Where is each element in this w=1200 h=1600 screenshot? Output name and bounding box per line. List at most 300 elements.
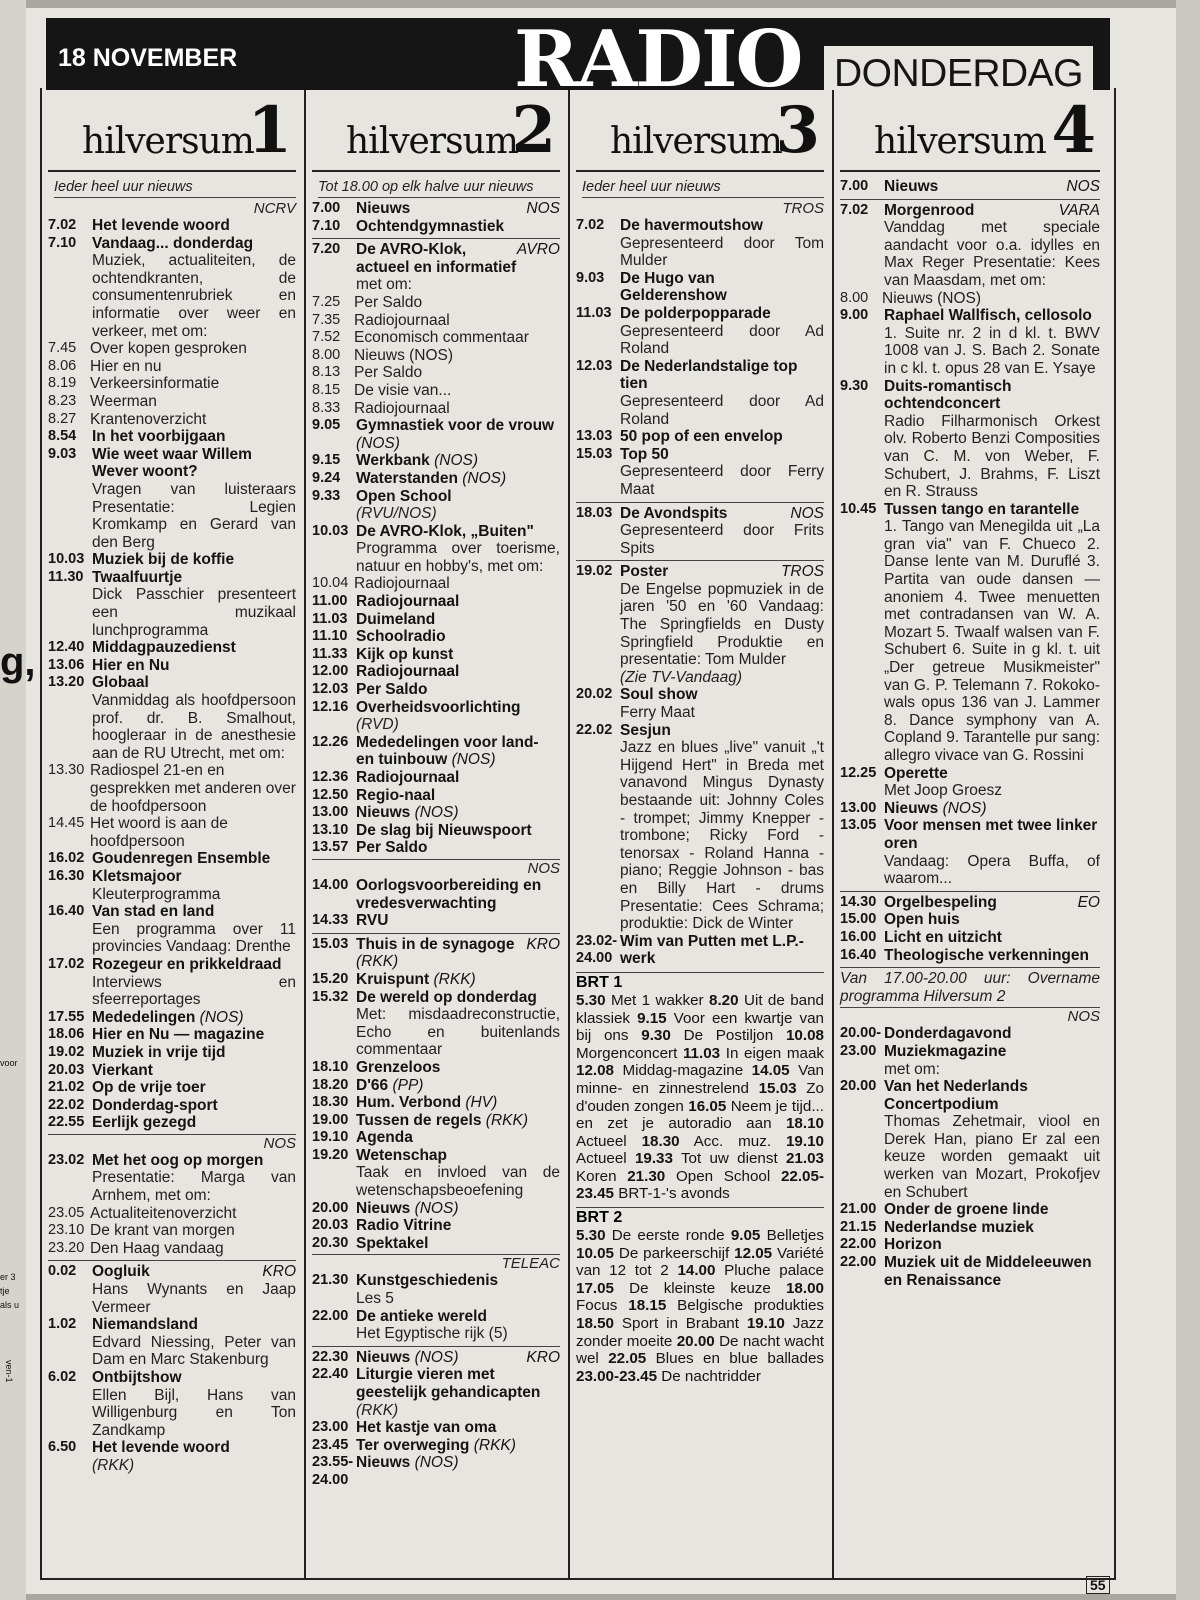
program-time: 13.57: [312, 839, 349, 856]
program-time: 23.02: [48, 1151, 85, 1168]
program-title: Spektakel: [356, 1234, 429, 1252]
sub-title: Weerman: [90, 392, 157, 410]
program-title: Kunstgeschiedenis: [356, 1272, 499, 1290]
program-title: Agenda: [356, 1129, 413, 1147]
program-body: [620, 428, 824, 446]
program-title: Kruispunt: [356, 970, 430, 988]
program-time: 13.06: [48, 656, 85, 673]
program-body: [356, 1349, 560, 1367]
news-note: Tot 18.00 op elk halve uur nieuws: [318, 178, 560, 198]
program-body: [620, 686, 824, 721]
program-item: [576, 428, 824, 446]
program-title: Waterstanden: [356, 469, 458, 487]
program-time: 8.54: [48, 428, 77, 445]
program-item: [312, 663, 560, 681]
sub-time: 8.15: [312, 381, 341, 398]
broadcaster-label: NOS: [526, 200, 560, 217]
program-item: [840, 501, 1100, 765]
runin-time: 15.03: [758, 1079, 797, 1097]
program-time: 10.03: [312, 522, 349, 539]
program-body: [356, 417, 560, 452]
sub-title: Economisch commentaar: [354, 329, 529, 347]
program-item: [840, 307, 1100, 377]
sub-title: Over kopen gesproken: [90, 340, 247, 358]
program-item: [312, 1454, 560, 1489]
program-title: De wereld op donderdag: [356, 988, 537, 1006]
program-body: [92, 1097, 296, 1115]
program-item: [48, 217, 296, 235]
program-title: Grenzeloos: [356, 1058, 441, 1076]
program-item: [576, 217, 824, 270]
program-time: 9.03: [48, 445, 77, 462]
program-title: Onder de groene linde: [884, 1201, 1049, 1219]
program-body: [92, 674, 296, 762]
program-body: [356, 488, 560, 523]
station-name: hilversum: [82, 121, 254, 162]
program-title: Wie weet waar Willem Wever woont?: [92, 445, 252, 481]
program-title: Oogluik: [92, 1263, 150, 1281]
sub-time: 7.45: [48, 340, 77, 357]
program-description: Les 5: [356, 1290, 394, 1308]
program-title: Orgelbespeling: [884, 893, 997, 911]
program-body: [884, 1219, 1100, 1237]
program-time: 9.33: [312, 487, 341, 504]
program-description: Taak en invloed van de wetenschapsbeoefening: [356, 1164, 560, 1200]
program-title: Tussen de regels: [356, 1111, 482, 1129]
separator: [840, 967, 1100, 968]
separator: [312, 238, 560, 239]
header-date: 18 NOVEMBER: [58, 44, 238, 72]
program-title: Wetenschap: [356, 1146, 448, 1164]
program-note: (RKK): [92, 1456, 135, 1474]
program-title: Vandaag... donderdag: [92, 234, 254, 252]
runin-title: Belgische produkties: [666, 1297, 824, 1315]
runin-title: Actueel: [576, 1150, 635, 1168]
program-description: Radio Filharmonisch Orkest olv. Roberto Benzi Composities van C. M. von Weber, F. Schubert, J. Brahms, F. Liszt en R. Strauss: [884, 412, 1100, 501]
program-item: [312, 1272, 560, 1307]
runin-title: Actueel: [576, 1132, 642, 1150]
program-description: Ellen Bijl, Hans van Willigenburg en Ton Zandkamp: [92, 1386, 296, 1439]
column-hilversum-1: [42, 90, 306, 1578]
left-edge-fragment: tje: [0, 1286, 10, 1296]
program-body: [620, 446, 824, 499]
program-item: [48, 1316, 296, 1369]
program-item: [48, 235, 296, 341]
sub-title: De visie van...: [354, 381, 452, 399]
runin-title: Met 1 wakker: [605, 991, 710, 1009]
sub-time: 14.45: [48, 815, 85, 832]
program-item: [576, 563, 824, 686]
program-title: Mededelingen: [92, 1008, 196, 1026]
sub-item: [48, 1222, 296, 1240]
separator: [312, 1346, 560, 1347]
program-item: [312, 1147, 560, 1200]
program-body: [884, 1236, 1100, 1254]
runin-title: De nacht wacht wel: [576, 1332, 825, 1368]
program-time: 7.02: [840, 201, 869, 218]
runin-time: 21.03: [785, 1150, 824, 1168]
program-title: De Hugo van Gelderenshow: [620, 269, 727, 305]
program-title: Met het oog op morgen: [92, 1151, 264, 1169]
broadcaster-label: NOS: [48, 1134, 296, 1152]
program-body: [884, 202, 1100, 290]
program-item: [840, 765, 1100, 800]
program-broadcaster: (NOS): [414, 1454, 459, 1472]
program-item: [48, 1009, 296, 1027]
sub-time: 8.13: [312, 364, 341, 381]
separator: [48, 1260, 296, 1261]
program-time: 11.30: [48, 568, 84, 585]
program-title: Ochtendgymnastiek: [356, 217, 505, 235]
station-heading: [576, 90, 824, 172]
sub-item: [312, 364, 560, 382]
sub-time: 8.00: [312, 346, 341, 363]
program-item: [312, 1112, 560, 1130]
program-item: [312, 1366, 560, 1419]
program-body: [356, 971, 560, 989]
runin-title: De parkeerschijf: [614, 1244, 735, 1262]
program-title: Schoolradio: [356, 628, 446, 646]
runin-time: 19.10: [746, 1315, 785, 1333]
program-title: Middagpauzedienst: [92, 639, 236, 657]
program-body: [356, 1454, 560, 1489]
program-title: Radio Vitrine: [356, 1217, 452, 1235]
program-body: [356, 628, 560, 646]
program-time: 15.32: [312, 988, 349, 1005]
runin-title: De Postiljon: [670, 1027, 786, 1045]
sub-time: 7.25: [312, 293, 341, 310]
sub-item: [48, 1205, 296, 1223]
program-time: 23.55-24.00: [312, 1454, 354, 1488]
program-title: Van het Nederlands Concertpodium: [884, 1078, 1028, 1113]
runin-title: Belletjes: [760, 1227, 824, 1245]
program-body: [92, 956, 296, 1009]
program-body: [356, 611, 560, 629]
program-time: 20.02: [576, 686, 613, 703]
program-item: [840, 817, 1100, 887]
program-body: [356, 470, 560, 488]
program-item: [48, 1439, 296, 1474]
program-description: Gepresenteerd door Ferry Maat: [620, 463, 824, 498]
sub-item: [312, 382, 560, 400]
runin-title: Uit de band klassiek: [576, 991, 825, 1027]
program-item: [312, 1059, 560, 1077]
overname-note: Van 17.00-20.00 uur: Overname programma Hilversum 2: [840, 970, 1100, 1005]
program-description: met om:: [356, 276, 412, 294]
runin-time: 11.03: [682, 1044, 721, 1062]
program-time: 19.02: [576, 563, 613, 580]
broadcaster-label: KRO: [262, 1263, 296, 1281]
program-body: [92, 850, 296, 868]
sub-title: Per Saldo: [354, 293, 423, 311]
program-time: 7.20: [312, 241, 341, 258]
runin-time: 12.05: [734, 1244, 773, 1262]
program-title: Overheidsvoorlichting: [356, 698, 521, 716]
program-body: [92, 569, 296, 639]
program-body: [356, 1217, 560, 1235]
program-body: [92, 428, 296, 446]
program-title: De antieke wereld: [356, 1307, 487, 1325]
separator: [576, 560, 824, 561]
program-title: Donderdag-sport: [92, 1096, 218, 1114]
program-body: [92, 868, 296, 903]
program-item: [840, 378, 1100, 501]
program-body: [92, 1114, 296, 1132]
program-item: [576, 933, 824, 968]
program-time: 10.45: [840, 500, 877, 517]
program-title: Operette: [884, 764, 948, 782]
program-item: [312, 877, 560, 912]
program-item: [48, 639, 296, 657]
program-time: 6.50: [48, 1439, 77, 1456]
program-description: Met: misdaadreconstructie, Echo en buitenlands commentaar: [356, 1006, 560, 1059]
runin-time: 8.20: [709, 991, 739, 1009]
sub-item: [312, 312, 560, 330]
program-body: [884, 911, 1100, 929]
station-number: 4: [1051, 93, 1096, 168]
program-body: [884, 765, 1100, 800]
program-item: [840, 1254, 1100, 1289]
program-time: 7.00: [312, 200, 341, 216]
program-description: Kleuterprogramma: [92, 885, 221, 903]
broadcaster-label: NOS: [840, 1007, 1100, 1025]
program-body: [92, 1316, 296, 1369]
runin-title: Morgenconcert: [576, 1044, 683, 1062]
program-description: Vandaag: Opera Buffa, of waarom...: [884, 852, 1100, 888]
runin-title: De eerste ronde: [605, 1227, 731, 1245]
broadcaster-label: VARA: [1058, 201, 1100, 219]
program-time: 7.00: [840, 178, 869, 194]
program-title: Ter overweging: [356, 1436, 470, 1454]
program-item: [48, 657, 296, 675]
sub-time: 8.06: [48, 357, 77, 374]
program-time: 13.00: [312, 804, 349, 821]
program-item: [48, 1152, 296, 1205]
program-title: Werkbank: [356, 452, 430, 470]
program-body: [356, 681, 560, 699]
program-item: [312, 839, 560, 857]
program-item: [312, 611, 560, 629]
program-item: [48, 674, 296, 762]
program-time: 21.00: [840, 1201, 877, 1218]
runin-time: 14.00: [677, 1262, 716, 1280]
program-item: [48, 1114, 296, 1132]
program-body: [884, 947, 1100, 965]
program-body: [356, 1308, 560, 1343]
program-item: [312, 1077, 560, 1095]
broadcaster-label: NCRV: [253, 200, 296, 217]
program-note: (Zie TV-Vandaag): [620, 668, 743, 686]
program-time: 11.10: [312, 628, 348, 645]
program-time: 18.06: [48, 1026, 85, 1043]
program-time: 9.15: [312, 452, 341, 469]
program-title: Goudenregen Ensemble: [92, 850, 271, 868]
program-body: [92, 217, 296, 235]
program-time: 13.20: [48, 674, 85, 691]
program-item: [840, 929, 1100, 947]
runin-time: 18.00: [785, 1279, 824, 1297]
runin-title: Tot uw dienst: [672, 1150, 786, 1168]
sub-title: Hier en nu: [90, 357, 162, 375]
program-time: 18.03: [576, 504, 613, 521]
runin-title: BRT-1-'s avonds: [614, 1185, 730, 1203]
sub-time: 8.23: [48, 392, 77, 409]
program-time: 7.02: [576, 217, 605, 233]
program-title: Top 50: [620, 445, 669, 463]
program-broadcaster: (NOS): [199, 1008, 244, 1026]
program-title: Duimeland: [356, 610, 436, 628]
program-description: met om:: [884, 1060, 940, 1078]
program-item: [48, 1026, 296, 1044]
sub-item: [48, 375, 296, 393]
broadcaster-label: KRO: [526, 1348, 560, 1366]
program-title: Globaal: [92, 674, 149, 692]
station-heading: [312, 90, 560, 172]
program-body: [356, 1059, 560, 1077]
program-title: Radiojournaal: [356, 593, 460, 611]
runin-title: Van minne- en zinnestrelend: [576, 1062, 824, 1097]
program-item: [48, 956, 296, 1009]
program-time: 15.20: [312, 970, 349, 987]
program-title: Horizon: [884, 1236, 942, 1254]
column-hilversum-3: [570, 90, 834, 1578]
program-time: 13.05: [840, 817, 877, 834]
program-time: 19.02: [48, 1043, 85, 1060]
header-title: RADIO: [514, 14, 802, 105]
program-title: De polderpopparade: [620, 304, 771, 322]
program-item: [312, 787, 560, 805]
program-time: 14.30: [840, 893, 877, 910]
separator: [312, 933, 560, 934]
program-time: 22.00: [840, 1236, 877, 1253]
program-title: In het voorbijgaan: [92, 428, 226, 446]
program-body: [620, 933, 824, 968]
program-time: 15.00: [840, 911, 877, 928]
program-body: [356, 1235, 560, 1253]
program-description: Ferry Maat: [620, 704, 695, 722]
program-item: [312, 1217, 560, 1235]
program-body: [620, 722, 824, 933]
program-time: 16.02: [48, 850, 85, 867]
program-time: 19.00: [312, 1111, 349, 1128]
program-title: Hum. Verbond: [356, 1094, 462, 1112]
runin-title: De kleinste keuze: [614, 1279, 786, 1297]
broadcaster-label: NOS: [790, 504, 824, 522]
section-heading: BRT 1: [576, 972, 824, 992]
station-number: 1: [247, 93, 292, 168]
program-description: Een programma over 11 provincies Vandaag: Drenthe: [92, 920, 296, 956]
sub-title: De krant van morgen: [90, 1222, 235, 1240]
runin-time: 10.08: [785, 1027, 824, 1045]
program-body: [92, 1439, 296, 1474]
program-title: Radiojournaal: [356, 663, 460, 681]
program-body: [92, 1062, 296, 1080]
sub-item: [48, 762, 296, 815]
separator: [840, 199, 1100, 200]
program-body: [356, 1077, 560, 1095]
sub-item: [312, 294, 560, 312]
program-item: [48, 1079, 296, 1097]
runin-time: 10.05: [576, 1244, 615, 1262]
program-title: Thuis in de synagoge: [356, 935, 515, 953]
program-time: 9.03: [576, 269, 605, 286]
program-time: 22.02: [576, 721, 613, 738]
program-title: Soul show: [620, 686, 698, 704]
program-body: [620, 358, 824, 428]
program-broadcaster: (NOS): [356, 434, 400, 452]
program-item: [840, 178, 1100, 196]
program-item: [48, 1369, 296, 1439]
program-title: Muziek uit de Middeleeuwen en Renaissance: [884, 1254, 1092, 1289]
program-body: [92, 551, 296, 569]
runin-title: Variété van 12 tot 2: [576, 1244, 824, 1280]
runin-time: 12.08: [576, 1062, 615, 1080]
sub-item: [48, 340, 296, 358]
program-description: Hans Wynants en Jaap Vermeer: [92, 1281, 296, 1316]
program-time: 19.20: [312, 1146, 349, 1163]
column-hilversum-4: [834, 90, 1108, 1578]
program-time: 13.00: [840, 799, 877, 816]
program-body: [620, 217, 824, 270]
program-description: Gepresenteerd door Ad Roland: [620, 392, 824, 428]
sub-title: Nieuws (NOS): [354, 346, 454, 364]
program-item: [312, 971, 560, 989]
program-item: [48, 868, 296, 903]
program-body: [356, 877, 560, 912]
program-body: [356, 200, 560, 218]
program-title: Wim van Putten met L.P.-werk: [620, 932, 804, 968]
program-description: Vanmiddag als hoofdpersoon prof. dr. B. Smalhout, hoogleraar in de anesthesie aan de RU Utrecht, met om:: [92, 692, 296, 762]
program-broadcaster: (NOS): [462, 469, 507, 487]
runin-time: 9.05: [730, 1227, 761, 1245]
runin-title: Zo d'ouden zongen: [576, 1079, 824, 1115]
program-item: [312, 200, 560, 218]
program-title: Regio-naal: [356, 786, 436, 804]
runin-title: Pluche palace: [715, 1262, 825, 1280]
program-body: [620, 505, 824, 558]
separator: [840, 891, 1100, 892]
runin-title: Neem je tijd... en zet je autoradio aan: [576, 1097, 824, 1133]
station-number: 3: [775, 93, 820, 168]
program-item: [48, 569, 296, 639]
program-body: [884, 817, 1100, 887]
program-body: [356, 1094, 560, 1112]
program-time: 11.03: [576, 304, 612, 321]
program-time: 12.03: [576, 357, 613, 374]
program-item: [312, 804, 560, 822]
station-heading: [840, 90, 1100, 172]
station-heading: [48, 90, 296, 172]
runin-time: 17.05: [576, 1279, 615, 1297]
program-title: Tussen tango en tarantelle: [884, 500, 1080, 518]
runin-time: 5.30: [576, 1227, 606, 1245]
program-item: [312, 1349, 560, 1367]
left-edge-fragment: g,: [0, 640, 36, 684]
program-description: Muziek, actualiteiten, de ochtendkranten, de consumentenrubriek en informatie over weer en verkeer, met om:: [92, 252, 296, 340]
program-broadcaster: (RKK): [485, 1111, 528, 1129]
program-time: 22.02: [48, 1096, 85, 1113]
program-time: 20.03: [312, 1217, 349, 1234]
program-description: Interviews en sfeerreportages: [92, 973, 296, 1009]
program-title: Raphael Wallfisch, cellosolo: [884, 307, 1092, 325]
program-item: [312, 1129, 560, 1147]
program-time: 16.30: [48, 867, 85, 884]
program-item: [312, 989, 560, 1059]
program-item: [312, 628, 560, 646]
program-title: Nederlandse muziek: [884, 1218, 1034, 1236]
runin-time: 22.05: [608, 1350, 647, 1368]
broadcaster-label: NOS: [312, 859, 560, 877]
